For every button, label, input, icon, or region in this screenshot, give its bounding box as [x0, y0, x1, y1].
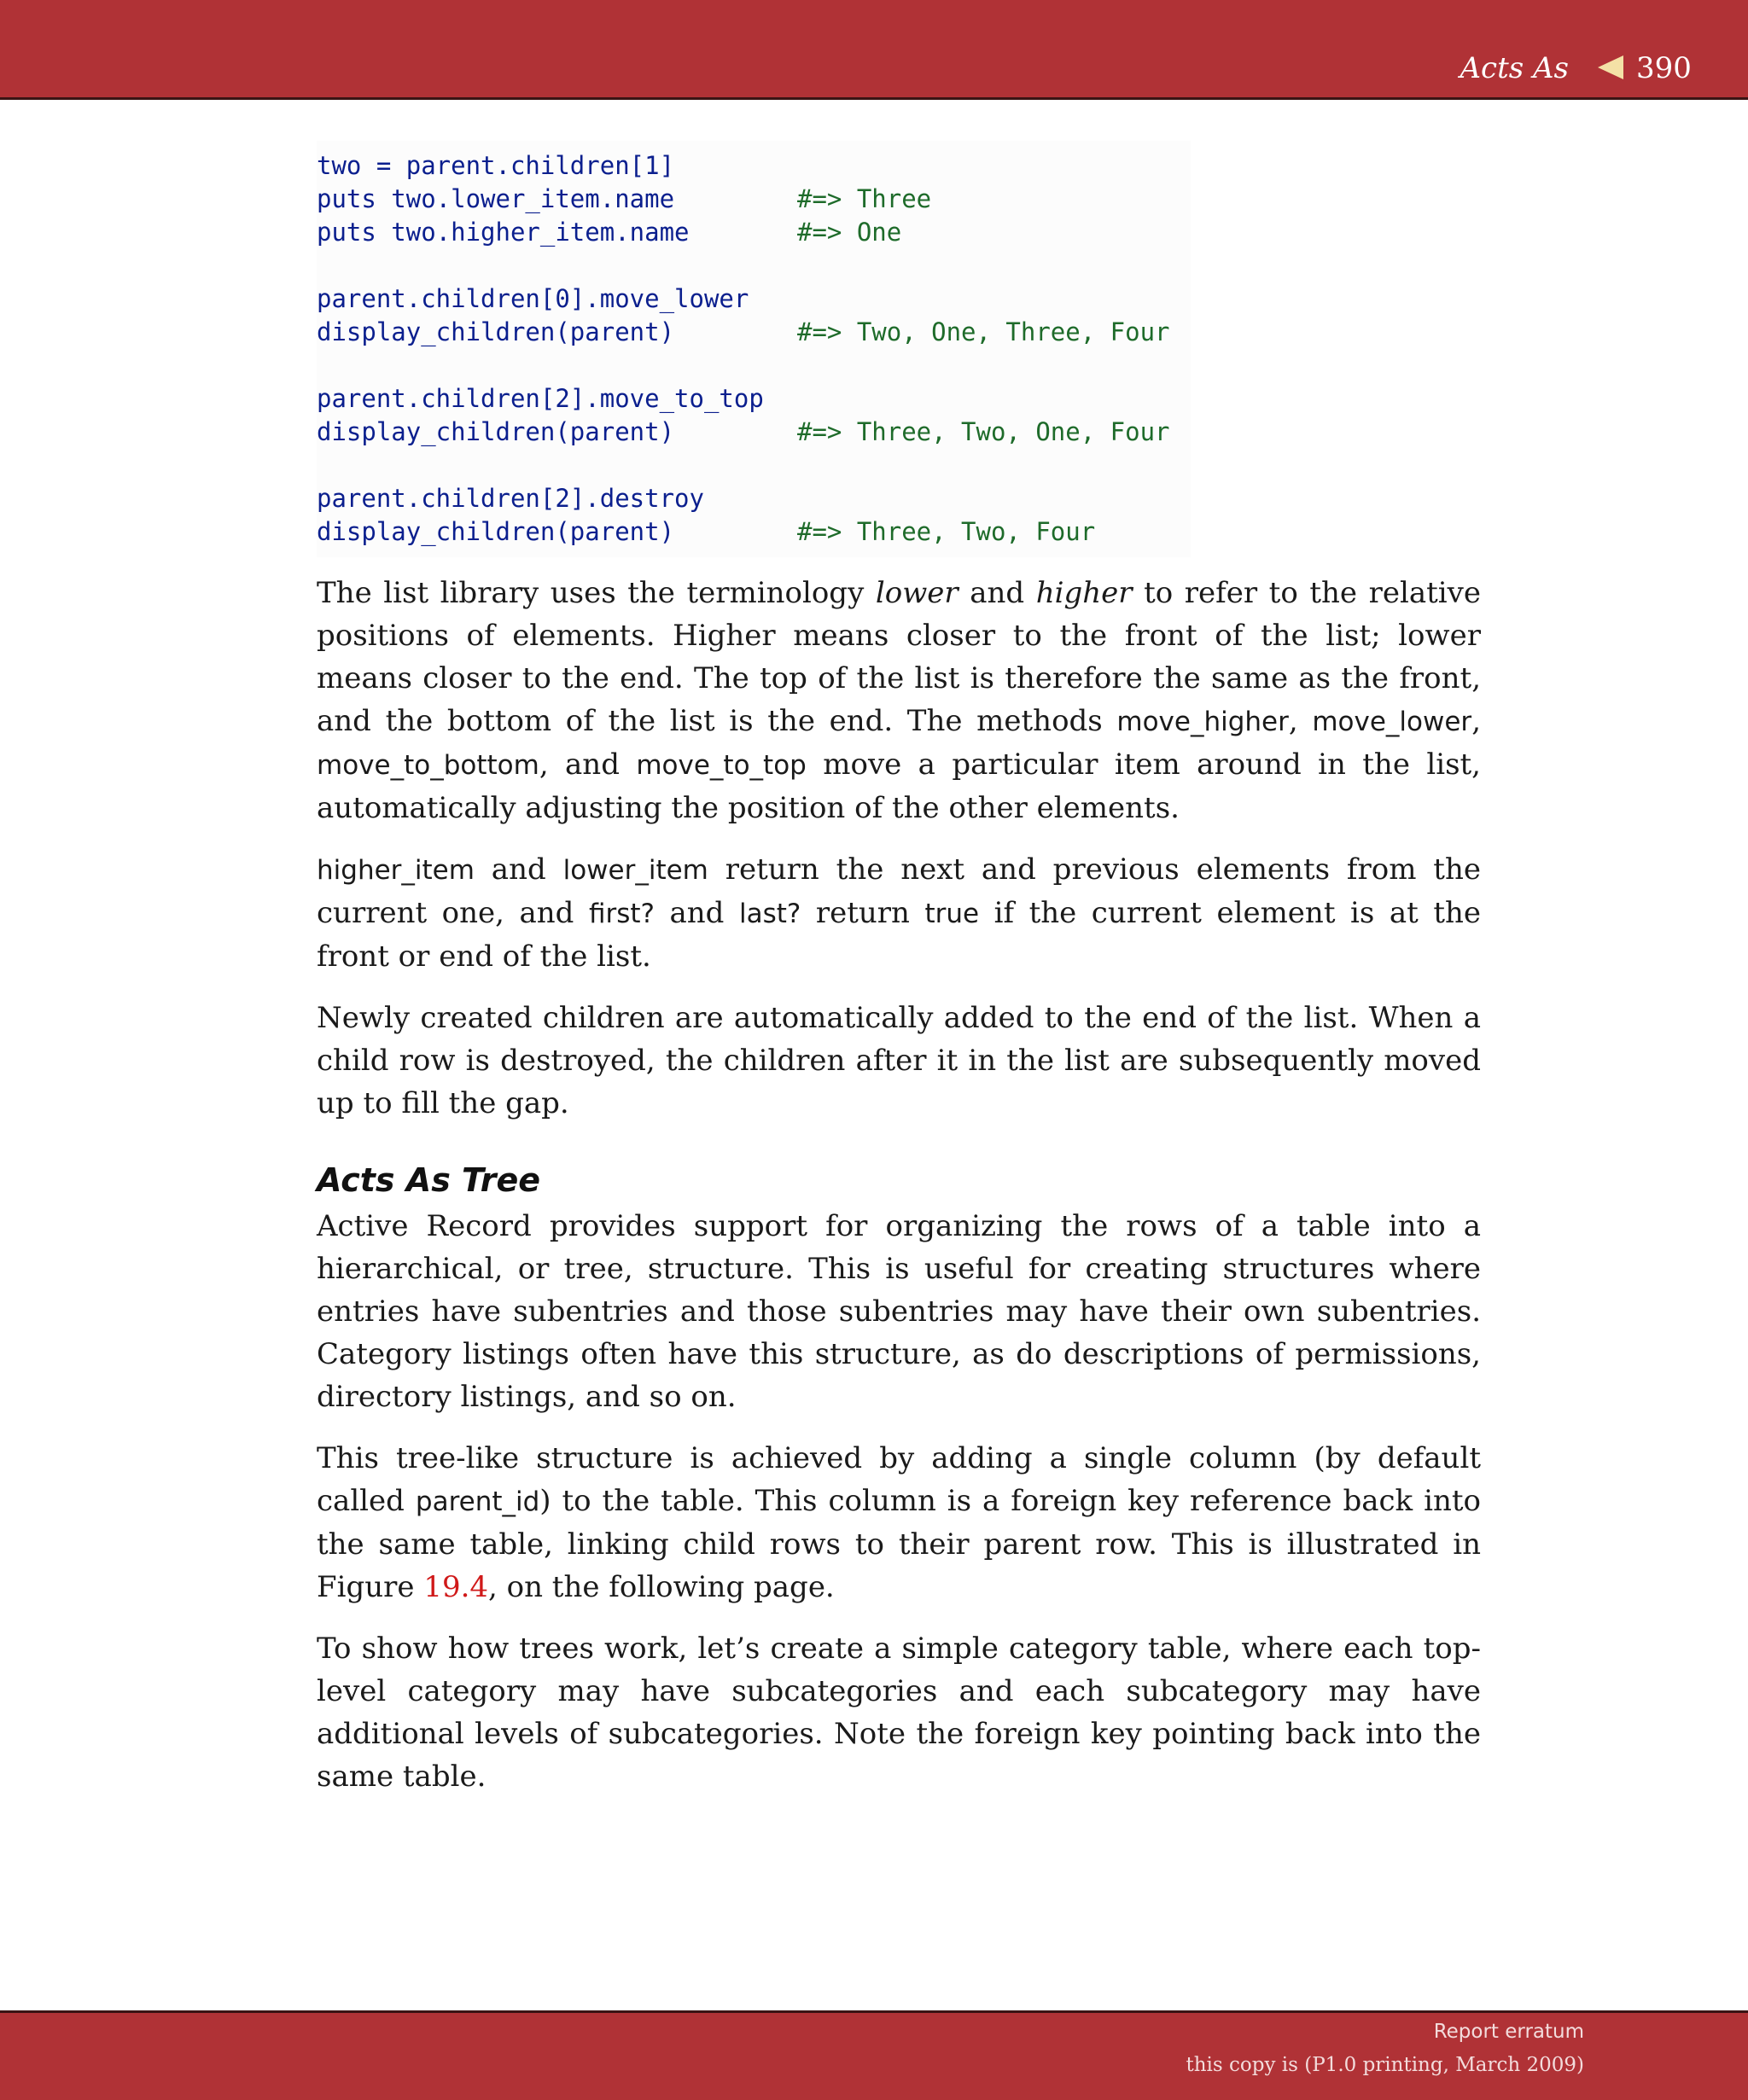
- code-line: [317, 482, 1191, 515]
- code-comment: #=> Two, One, Three, Four: [797, 317, 1170, 346]
- code-line: [317, 416, 1191, 449]
- code-blank-line: [317, 249, 1191, 282]
- text-run: This tree-like structure is achieved by adding a single column (by default called: [317, 1441, 1481, 1518]
- text-run: ) to the table. This column is a foreign key reference back into the same table, linking child rows to their parent row. This is illustrated in Figure: [317, 1484, 1481, 1604]
- method-name: move_to_top: [636, 750, 807, 781]
- paragraph-category-table: To show how trees work, let’s create a simple category table, where each top-level category may have subcategories and each subcategory may have additional levels of subcategories. Note the foreign key pointing back into the same table.: [317, 1632, 1481, 1794]
- emphasis: lower: [875, 576, 958, 610]
- emphasis: higher: [1035, 576, 1133, 610]
- code-line: [317, 382, 1191, 416]
- report-erratum-link[interactable]: Report erratum: [1433, 2021, 1584, 2043]
- method-name: move_higher: [1116, 707, 1289, 737]
- code-blank-line: [317, 449, 1191, 482]
- back-arrow-icon[interactable]: [1598, 55, 1623, 79]
- text-run: , and: [539, 748, 637, 782]
- keyword: true: [924, 899, 980, 929]
- code-comment: #=> Three, Two, Four: [797, 517, 1096, 546]
- code-text: display_children(parent): [317, 317, 675, 346]
- paragraph-higher-lower-item: [317, 848, 1481, 978]
- text-run: The list library uses the terminology: [317, 576, 876, 610]
- code-text: display_children(parent): [317, 417, 675, 446]
- code-listing: [317, 141, 1191, 557]
- text-run: return the next and previous elements from the current one, and: [317, 852, 1481, 930]
- code-line: [317, 149, 1191, 183]
- paragraph-parent-id: [317, 1437, 1481, 1608]
- code-line: [317, 282, 1191, 316]
- page-number: 390: [1636, 51, 1692, 85]
- text-run: and: [474, 852, 563, 887]
- text-run: to refer to the relative positions of elements. Higher means closer to the front of the list; lower means closer to the end. The top of the list is therefore the same as the front, and the bottom of the list is the end. The methods: [317, 576, 1481, 738]
- code-blank-line: [317, 349, 1191, 382]
- text-run: move a particular item around in the list, automatically adjusting the position of the other elements.: [317, 748, 1481, 825]
- method-name: lower_item: [562, 855, 708, 886]
- code-line: [317, 316, 1191, 349]
- method-name: first?: [588, 899, 655, 929]
- section-title: Acts As: [1460, 51, 1569, 85]
- text-run: if the current element is at the front or end of the list.: [317, 896, 1481, 974]
- code-line: [317, 183, 1191, 216]
- section-heading: Acts As Tree: [317, 1161, 541, 1199]
- text-run: ,: [1471, 704, 1481, 738]
- code-text: puts two.lower_item.name: [317, 184, 675, 213]
- figure-link[interactable]: 19.4: [423, 1570, 489, 1604]
- paragraph-list-terminology: [317, 572, 1481, 829]
- text-run: return: [801, 896, 925, 930]
- paragraph-new-children: Newly created children are automatically added to the end of the list. When a child row is destroyed, the children after it in the list are subsequently moved up to fill the gap.: [317, 1001, 1481, 1120]
- text-run: ,: [1288, 704, 1313, 738]
- body-text: [317, 572, 1481, 1817]
- code-text: two = parent.children[1]: [317, 151, 675, 180]
- text-run: , on the following page.: [488, 1570, 835, 1604]
- code-text: parent.children[0].move_lower: [317, 284, 749, 313]
- code-text: parent.children[2].destroy: [317, 484, 704, 513]
- code-comment: #=> One: [797, 218, 902, 247]
- code-comment: #=> Three, Two, One, Four: [797, 417, 1170, 446]
- method-name: higher_item: [317, 855, 475, 886]
- copy-notice: this copy is (P1.0 printing, March 2009): [1186, 2054, 1584, 2076]
- code-line: [317, 216, 1191, 249]
- text-run: and: [958, 576, 1036, 610]
- code-line: [317, 515, 1191, 549]
- method-name: move_lower: [1312, 707, 1472, 737]
- code-text: puts two.higher_item.name: [317, 218, 690, 247]
- column-name: parent_id: [415, 1486, 540, 1517]
- code-comment: #=> Three: [797, 184, 932, 213]
- paragraph-tree-intro: Active Record provides support for organizing the rows of a table into a hierarchical, or tree, structure. This is useful for creating structures where entries have subentries and those subentries may have their own subentries. Category listings often have this structure, as do descriptions of permissions, directory listings, and so on.: [317, 1209, 1481, 1414]
- method-name: move_to_bottom: [317, 750, 539, 781]
- text-run: and: [654, 896, 739, 930]
- method-name: last?: [738, 899, 801, 929]
- code-text: display_children(parent): [317, 517, 675, 546]
- code-text: parent.children[2].move_to_top: [317, 384, 764, 413]
